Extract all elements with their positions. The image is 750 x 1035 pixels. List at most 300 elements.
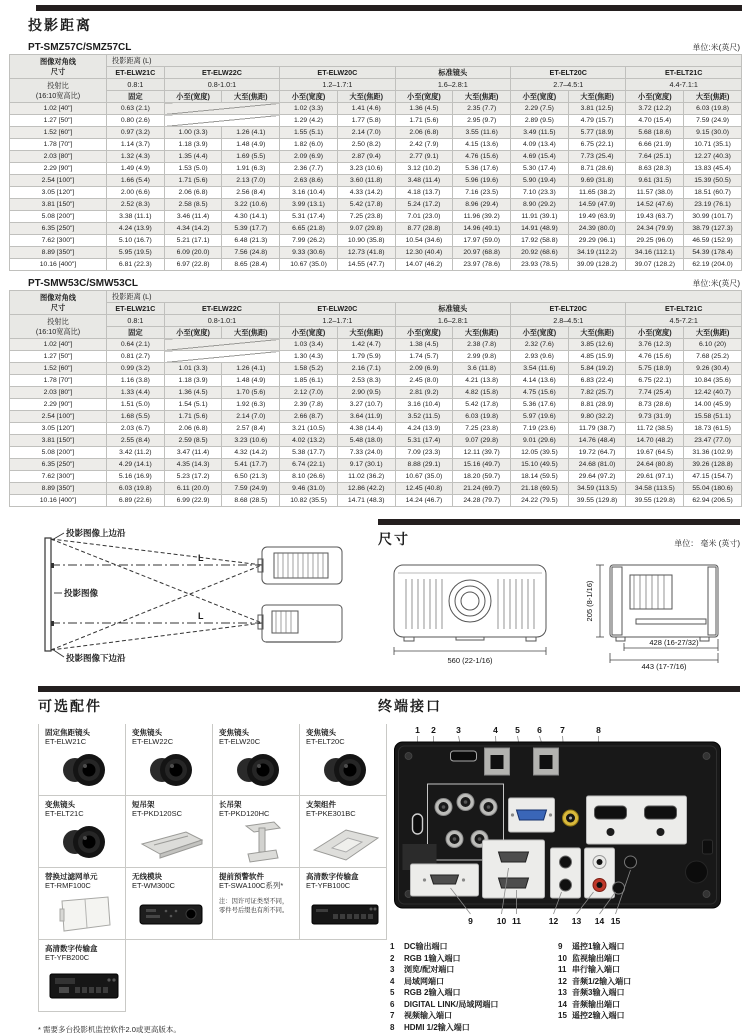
terminal-legend-item <box>390 953 558 965</box>
distance-cell: 39.55 (129.8) <box>626 495 684 507</box>
distance-cell: 11.96 (39.2) <box>453 211 511 223</box>
distance-cell: 1.14 (3.7) <box>107 139 165 151</box>
distance-cell: 2.93 (9.6) <box>511 351 569 363</box>
accessories-footnote: * 需要多台投影机监控软件2.0或更高版本。 <box>38 1025 181 1034</box>
diagonal-size-cell: 3.05 [120"] <box>10 423 107 435</box>
table-row <box>10 459 742 471</box>
distance-cell: 6.74 (22.1) <box>280 459 338 471</box>
table-row <box>10 259 742 271</box>
throw-ratio-header: 投射比 (16:10宽高比) <box>10 315 107 339</box>
terminal-label: DIGITAL LINK/局域网端口 <box>404 999 499 1009</box>
accessory-item <box>299 868 387 940</box>
zoom-column-header: 小至(宽度) <box>280 327 338 339</box>
distance-cell: 9.01 (29.6) <box>511 435 569 447</box>
distance-cell: 14.91 (48.9) <box>511 223 569 235</box>
distance-cell: 4.70 (15.4) <box>626 115 684 127</box>
distance-cell: 14.07 (46.2) <box>395 259 453 271</box>
accessory-item <box>125 868 213 940</box>
distance-cell: 1.29 (4.2) <box>280 115 338 127</box>
distance-cell: 4.76 (15.6) <box>626 351 684 363</box>
distance-cell: 2.45 (8.0) <box>395 375 453 387</box>
diagonal-size-cell: 2.03 [80"] <box>10 151 107 163</box>
distance-cell: 47.15 (154.7) <box>684 471 742 483</box>
distance-cell: 1.48 (4.9) <box>222 139 280 151</box>
distance-cell: 6.09 (20.0) <box>164 247 222 259</box>
diagonal-size-cell: 1.27 [50"] <box>10 351 107 363</box>
terminal-legend-item <box>558 953 726 965</box>
dimensions-heading: 尺寸 <box>378 531 410 547</box>
zoom-column-header: 大至(焦距) <box>222 91 280 103</box>
zoom-column-header: 小至(宽度) <box>626 91 684 103</box>
terminal-legend-item <box>558 976 726 988</box>
table-row <box>10 127 742 139</box>
distance-cell: 5.42 (17.8) <box>453 399 511 411</box>
distance-cell: 2.52 (8.3) <box>107 199 165 211</box>
distance-cell: 2.06 (6.8) <box>164 187 222 199</box>
distance-cell: 34.58 (113.5) <box>626 483 684 495</box>
distance-cell: 38.79 (127.3) <box>684 223 742 235</box>
distance-cell: 2.14 (7.0) <box>222 411 280 423</box>
video-in-port <box>563 810 579 826</box>
distance-cell: 15.10 (49.5) <box>511 459 569 471</box>
distance-cell: 1.77 (5.8) <box>337 115 395 127</box>
terminal-label: 串行输入端口 <box>572 965 620 974</box>
distance-cell: 1.71 (5.6) <box>164 175 222 187</box>
distance-cell: 4.33 (14.2) <box>337 187 395 199</box>
distance-cell: 8.65 (28.4) <box>222 259 280 271</box>
distance-cell: 3.48 (11.4) <box>395 175 453 187</box>
accessory-model: ET-ELW21C <box>45 737 87 747</box>
distance-cell: 3.21 (10.5) <box>280 423 338 435</box>
distance-cell: 6.83 (22.4) <box>568 375 626 387</box>
callout-13: 13 <box>571 916 582 926</box>
table-row <box>10 163 742 175</box>
throw-ratio-header: 投射比 (16:10宽高比) <box>10 79 107 103</box>
table-row <box>10 151 742 163</box>
distance-cell: 2.03 (6.7) <box>107 423 165 435</box>
distance-L-top: L <box>198 553 204 563</box>
diagonal-size-cell: 2.54 [100"] <box>10 175 107 187</box>
distance-cell: 1.18 (3.9) <box>164 375 222 387</box>
distance-cell: 7.82 (25.7) <box>568 387 626 399</box>
table-row <box>10 495 742 507</box>
distance-cell: 7.19 (23.6) <box>511 423 569 435</box>
throw-ratio-value: 1.2–1.7:1 <box>280 79 395 91</box>
distance-cell: 6.03 (19.8) <box>684 103 742 115</box>
terminal-legend-item <box>390 941 558 953</box>
hdmi1-port <box>595 806 627 819</box>
distance-cell: 24.28 (79.7) <box>453 495 511 507</box>
zoom-column-header: 小至(宽度) <box>395 91 453 103</box>
terminal-label: 局域网端口 <box>404 976 444 986</box>
distance-cell: 34.59 (113.5) <box>568 483 626 495</box>
table-row <box>10 139 742 151</box>
accessory-item <box>125 796 213 868</box>
distance-cell: 6.99 (22.9) <box>164 495 222 507</box>
accessory-model: ET-ELT20C <box>306 737 345 747</box>
projection-table-smz57 <box>0 54 750 271</box>
distance-cell: 0.81 (2.7) <box>107 351 165 363</box>
table-row <box>10 351 742 363</box>
distance-cell: 10.67 (35.0) <box>280 259 338 271</box>
distance-cell: 11.79 (38.7) <box>568 423 626 435</box>
distance-cell: 8.81 (28.9) <box>568 399 626 411</box>
diagonal-size-header: 图像对角线 尺寸 <box>10 55 107 79</box>
diagonal-size-cell: 2.29 [90"] <box>10 163 107 175</box>
distance-cell: 2.59 (8.5) <box>164 435 222 447</box>
distance-cell: 3.49 (11.5) <box>511 127 569 139</box>
distance-cell: 6.65 (21.8) <box>280 223 338 235</box>
distance-cell: 9.61 (31.5) <box>626 175 684 187</box>
distance-cell: 19.72 (64.7) <box>568 447 626 459</box>
distance-cell: 5.31 (17.4) <box>280 211 338 223</box>
terminal-heading: 终端接口 <box>378 698 442 714</box>
distance-cell: 14.00 (45.9) <box>684 399 742 411</box>
distance-cell: 2.36 (7.7) <box>280 163 338 175</box>
distance-cell: 1.69 (5.5) <box>222 151 280 163</box>
distance-cell: 6.11 (20.0) <box>164 483 222 495</box>
terminal-legend-left <box>390 941 558 1033</box>
distance-cell: 1.02 (3.3) <box>280 103 338 115</box>
throw-ratio-value: 4.4-7.1:1 <box>626 79 742 91</box>
distance-cell: 11.72 (38.5) <box>626 423 684 435</box>
distance-cell: 6.50 (21.3) <box>222 471 280 483</box>
dc-out-port <box>413 814 423 834</box>
distance-cell: 8.10 (26.6) <box>280 471 338 483</box>
zoom-column-header: 小至(宽度) <box>626 327 684 339</box>
distance-cell: 0.63 (2.1) <box>107 103 165 115</box>
terminal-legend-item <box>390 999 558 1011</box>
distance-cell: 62.19 (204.0) <box>684 259 742 271</box>
distance-cell: 2.14 (7.0) <box>337 127 395 139</box>
distance-cell: 8.77 (28.8) <box>395 223 453 235</box>
distance-cell: 5.36 (17.6) <box>453 163 511 175</box>
distance-cell: 9.46 (31.0) <box>280 483 338 495</box>
zoom-column-header: 大至(焦距) <box>568 327 626 339</box>
distance-cell: 31.36 (102.9) <box>684 447 742 459</box>
distance-cell: 5.48 (18.0) <box>337 435 395 447</box>
table-row <box>10 247 742 259</box>
distance-cell: 20.97 (68.8) <box>453 247 511 259</box>
distance-cell: 1.38 (4.5) <box>395 339 453 351</box>
distance-cell: 4.29 (14.1) <box>107 459 165 471</box>
terminal-number: 11 <box>558 965 567 974</box>
vent-hole <box>686 861 708 883</box>
distance-cell: 2.57 (8.4) <box>222 423 280 435</box>
distance-cell: 5.95 (19.5) <box>107 247 165 259</box>
distance-cell: 1.66 (5.4) <box>107 175 165 187</box>
digital-interface-box2-image <box>47 969 121 1003</box>
distance-cell: 3.46 (11.4) <box>164 211 222 223</box>
zoom-column-header: 大至(焦距) <box>337 327 395 339</box>
accessory-name: 长吊架 <box>219 800 242 809</box>
distance-cell: 4.21 (13.8) <box>453 375 511 387</box>
diagonal-size-cell: 5.08 [200"] <box>10 447 107 459</box>
distance-cell: 23.93 (78.5) <box>511 259 569 271</box>
distance-cell: 2.56 (8.4) <box>222 187 280 199</box>
terminal-label: 浏览/配对端口 <box>404 965 455 974</box>
terminal-legend-item <box>390 1010 558 1022</box>
distance-cell: 11.65 (38.2) <box>568 187 626 199</box>
table-row <box>10 175 742 187</box>
terminal-number: 2 <box>390 953 395 963</box>
throw-ratio-value: 1.2–1.7:1 <box>280 315 395 327</box>
distance-cell: 1.71 (5.6) <box>164 411 222 423</box>
not-available-cell <box>164 339 279 351</box>
diagonal-size-cell: 8.89 [350"] <box>10 247 107 259</box>
distance-cell: 2.38 (7.8) <box>453 339 511 351</box>
distance-cell: 10.82 (35.5) <box>280 495 338 507</box>
height-label: 205 (8-1/16) <box>585 580 594 622</box>
distance-cell: 10.67 (35.0) <box>395 471 453 483</box>
distance-cell: 5.31 (17.4) <box>395 435 453 447</box>
accessory-item <box>38 796 126 868</box>
accessory-model: ET-ELW22C <box>132 737 174 747</box>
distance-cell: 2.29 (7.5) <box>511 103 569 115</box>
zoom-column-header: 大至(焦距) <box>222 327 280 339</box>
image-label: 投影图像 <box>64 588 99 598</box>
distance-cell: 34.16 (112.1) <box>626 247 684 259</box>
lens-name-header: ET-ELW21C <box>107 303 165 315</box>
viewer-pairing-port <box>451 751 477 761</box>
throw-ratio-value: 2.7–4.5:1 <box>511 79 626 91</box>
distance-cell: 7.64 (25.1) <box>626 151 684 163</box>
remote1-serial-plate <box>411 864 479 896</box>
distance-cell: 2.63 (8.6) <box>280 175 338 187</box>
callout-2: 2 <box>431 725 436 735</box>
distance-cell: 17.92 (58.8) <box>511 235 569 247</box>
distance-cell: 12.30 (40.4) <box>395 247 453 259</box>
distance-cell: 24.68 (81.0) <box>568 459 626 471</box>
distance-cell: 1.18 (3.9) <box>164 139 222 151</box>
distance-cell: 7.01 (23.0) <box>395 211 453 223</box>
distance-cell: 1.03 (3.4) <box>280 339 338 351</box>
terminal-label: RGB 1输入端口 <box>404 953 461 963</box>
accessory-name: 变焦镜头 <box>45 800 75 809</box>
distance-cell: 7.33 (24.0) <box>337 447 395 459</box>
distance-cell: 9.73 (31.9) <box>626 411 684 423</box>
distance-cell: 1.51 (5.0) <box>107 399 165 411</box>
zoom-column-header: 大至(焦距) <box>684 327 742 339</box>
accessory-name: 高清数字传输盒 <box>45 944 98 953</box>
distance-cell: 2.58 (8.5) <box>164 199 222 211</box>
lan-port <box>485 748 510 775</box>
distance-cell: 1.41 (4.6) <box>337 103 395 115</box>
distance-cell: 9.15 (30.0) <box>684 127 742 139</box>
projection-distance-table <box>9 290 742 507</box>
distance-cell: 24.39 (80.0) <box>568 223 626 235</box>
lens-name-header: ET-ELT21C <box>626 303 742 315</box>
distance-cell: 5.24 (17.2) <box>395 199 453 211</box>
diagonal-size-cell: 1.78 [70"] <box>10 375 107 387</box>
wireless-module-image <box>136 898 206 930</box>
lens-name-header: ET-ELT21C <box>626 67 742 79</box>
distance-cell: 1.55 (5.1) <box>280 127 338 139</box>
terminal-legend-item <box>390 1022 558 1034</box>
distance-cell: 5.36 (17.6) <box>511 399 569 411</box>
distance-cell: 4.14 (13.6) <box>511 375 569 387</box>
accessory-item <box>299 796 387 868</box>
monitor-serial-plate <box>483 840 545 898</box>
diagonal-size-cell: 1.02 [40"] <box>10 339 107 351</box>
terminal-label: 音频1/2输入端口 <box>572 976 632 986</box>
distance-cell: 1.71 (5.6) <box>395 115 453 127</box>
terminal-legend-item <box>390 976 558 988</box>
distance-cell: 4.69 (15.4) <box>511 151 569 163</box>
distance-cell: 3.72 (12.2) <box>626 103 684 115</box>
diagonal-size-cell: 3.81 [150"] <box>10 199 107 211</box>
terminal-label: 音频3输入端口 <box>572 988 625 997</box>
distance-cell: 8.68 (28.5) <box>222 495 280 507</box>
distance-cell: 2.53 (8.3) <box>337 375 395 387</box>
distance-cell: 14.24 (46.7) <box>395 495 453 507</box>
table-row <box>10 235 742 247</box>
distance-cell: 12.73 (41.8) <box>337 247 395 259</box>
terminal-divider-bar <box>378 686 740 692</box>
terminal-panel-diagram <box>388 722 728 930</box>
table-row <box>10 399 742 411</box>
distance-cell: 4.24 (13.9) <box>395 423 453 435</box>
distance-cell: 55.04 (180.6) <box>684 483 742 495</box>
accessories-divider-bar <box>38 686 378 692</box>
accessory-name: 固定焦距镜头 <box>45 728 90 737</box>
accessory-name: 变焦镜头 <box>219 728 249 737</box>
projection-table-smw53 <box>0 290 750 507</box>
distance-cell: 3.42 (11.2) <box>107 447 165 459</box>
distance-cell: 30.99 (101.7) <box>684 211 742 223</box>
terminal-number: 14 <box>558 999 567 1009</box>
side-height-dimension <box>585 565 604 637</box>
distance-cell: 7.56 (24.8) <box>222 247 280 259</box>
rgb2-port <box>509 798 555 832</box>
distance-cell: 5.96 (19.6) <box>453 175 511 187</box>
lens-image <box>140 750 202 790</box>
accessory-model: ET-PKD120SC <box>132 809 183 819</box>
distance-cell: 8.71 (28.6) <box>568 163 626 175</box>
zoom-column-header: 小至(宽度) <box>280 91 338 103</box>
table-row <box>10 471 742 483</box>
distance-cell: 2.06 (6.8) <box>395 127 453 139</box>
distance-cell: 29.61 (97.1) <box>626 471 684 483</box>
terminal-label: 监视输出端口 <box>572 953 620 963</box>
terminal-label: 视频输入端口 <box>404 1011 452 1020</box>
distance-cell: 7.74 (25.4) <box>626 387 684 399</box>
diagonal-size-cell: 1.52 [60"] <box>10 127 107 139</box>
distance-cell: 14.76 (48.4) <box>568 435 626 447</box>
terminal-legend <box>378 941 740 1033</box>
distance-cell: 13.83 (45.4) <box>684 163 742 175</box>
distance-cell: 7.59 (24.9) <box>222 483 280 495</box>
top-edge-label: 投影图像上边沿 <box>66 528 126 538</box>
distance-cell: 2.13 (7.0) <box>222 175 280 187</box>
kensington-lock <box>703 840 713 854</box>
distance-cell: 4.35 (14.3) <box>164 459 222 471</box>
distance-cell: 8.63 (28.3) <box>626 163 684 175</box>
distance-cell: 20.92 (68.6) <box>511 247 569 259</box>
distance-cell: 24.34 (79.9) <box>626 223 684 235</box>
callout-5: 5 <box>515 725 520 735</box>
distance-cell: 6.97 (22.8) <box>164 259 222 271</box>
accessory-model: ET-ELT21C <box>45 809 84 819</box>
terminal-legend-item <box>390 987 558 999</box>
callout-6: 6 <box>537 725 542 735</box>
digital-link-port <box>534 748 559 775</box>
callout-10: 10 <box>496 916 507 926</box>
width-label: 560 (22-1/16) <box>447 656 493 665</box>
distance-cell: 4.76 (15.6) <box>453 151 511 163</box>
distance-cell: 4.75 (15.6) <box>511 387 569 399</box>
callout-4: 4 <box>493 725 498 735</box>
callout-3: 3 <box>456 725 461 735</box>
table-row <box>10 223 742 235</box>
zoom-column-header: 小至(宽度) <box>511 327 569 339</box>
side-depth-dimensions <box>610 638 718 671</box>
throw-distance-diagram <box>30 527 375 665</box>
distance-cell: 5.90 (19.4) <box>511 175 569 187</box>
distance-cell: 3.23 (10.6) <box>222 435 280 447</box>
distance-cell: 4.34 (14.2) <box>164 223 222 235</box>
terminal-legend-item <box>558 987 726 999</box>
distance-cell: 18.73 (61.5) <box>684 423 742 435</box>
distance-cell: 2.42 (7.9) <box>395 139 453 151</box>
bottom-edge-label: 投影图像下边沿 <box>66 653 126 663</box>
distance-cell: 3.23 (10.6) <box>337 163 395 175</box>
terminal-number: 10 <box>558 953 567 963</box>
callout-15: 15 <box>610 916 621 926</box>
distance-cell: 15.39 (50.5) <box>684 175 742 187</box>
distance-cell: 4.85 (15.9) <box>568 351 626 363</box>
ceiling-mount-short-image <box>136 824 206 860</box>
terminal-number: 13 <box>558 988 567 997</box>
projector-side-view <box>258 605 342 642</box>
accessory-model: ET-YFB100C <box>306 881 351 891</box>
terminal-label: HDMI 1/2输入端口 <box>404 1022 470 1032</box>
page-title: 投影距离 <box>28 17 92 33</box>
distance-cell: 4.09 (13.4) <box>511 139 569 151</box>
distance-cell: 1.32 (4.3) <box>107 151 165 163</box>
distance-cell: 29.25 (96.0) <box>626 235 684 247</box>
distance-cell: 3.6 (11.8) <box>453 363 511 375</box>
diagonal-size-cell: 1.02 [40"] <box>10 103 107 115</box>
distance-cell: 12.27 (40.3) <box>684 151 742 163</box>
distance-cell: 3.99 (13.1) <box>280 199 338 211</box>
table-row <box>10 375 742 387</box>
table-row <box>10 363 742 375</box>
front-view <box>394 565 546 641</box>
distance-cell: 19.67 (64.5) <box>626 447 684 459</box>
distance-cell: 2.66 (8.7) <box>280 411 338 423</box>
distance-cell: 39.09 (128.2) <box>568 259 626 271</box>
accessory-name: 无线模块 <box>132 872 162 881</box>
distance-cell: 1.35 (4.4) <box>164 151 222 163</box>
accessory-name: 替换过滤网单元 <box>45 872 98 881</box>
distance-cell: 1.00 (3.3) <box>164 127 222 139</box>
distance-cell: 5.77 (18.9) <box>568 127 626 139</box>
callout-1: 1 <box>415 725 420 735</box>
distance-cell: 62.94 (206.5) <box>684 495 742 507</box>
distance-cell: 7.68 (25.2) <box>684 351 742 363</box>
terminal-number: 5 <box>390 988 395 997</box>
callout-7: 7 <box>560 725 565 735</box>
lens-name-header: 标准镜头 <box>395 303 510 315</box>
distance-cell: 19.43 (63.7) <box>626 211 684 223</box>
terminal-number: 9 <box>558 942 563 951</box>
distance-cell: 9.69 (31.8) <box>568 175 626 187</box>
diagonal-size-cell: 6.35 [250"] <box>10 223 107 235</box>
distance-cell: 7.16 (23.5) <box>453 187 511 199</box>
accessory-name: 高清数字传输盒 <box>306 872 359 881</box>
distance-cell: 4.18 (13.7) <box>395 187 453 199</box>
